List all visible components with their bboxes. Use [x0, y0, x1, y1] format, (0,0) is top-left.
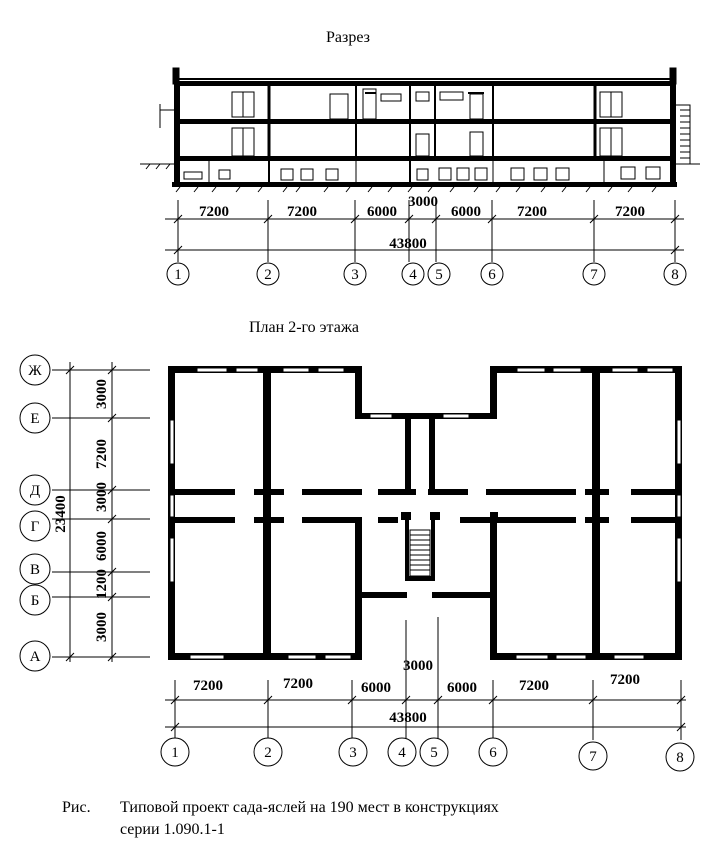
plan-row-axis-d: [20, 475, 50, 505]
svg-text:4: 4: [398, 745, 406, 761]
svg-text:6: 6: [489, 745, 497, 761]
svg-text:5: 5: [430, 745, 438, 761]
caption-label: Рис.: [62, 799, 91, 816]
section-dim-1: 7200: [199, 204, 229, 220]
plan-dim-6: 7200: [519, 678, 549, 694]
plan-row-dim-6: 3000: [94, 612, 110, 642]
plan-windows: [170, 368, 681, 659]
plan-axis-5: [420, 738, 448, 766]
plan-dim-1: 7200: [193, 678, 223, 694]
section-dim-2: 7200: [287, 204, 317, 220]
plan-row-dim-total: 23400: [53, 495, 69, 533]
svg-text:6: 6: [488, 267, 496, 283]
section-dim-6: 7200: [517, 204, 547, 220]
plan-dim-2: 7200: [283, 676, 313, 692]
svg-text:А: А: [29, 649, 41, 665]
svg-text:Б: Б: [30, 593, 40, 609]
plan-dim-3: 6000: [361, 680, 391, 696]
plan-axis-4: [388, 738, 416, 766]
section-structure: [140, 68, 700, 192]
plan-row-dim-4: 6000: [94, 531, 110, 561]
plan-axis-markers: [161, 738, 694, 771]
caption-line-1: Типовой проект сада-яслей на 190 мест в конструкциях: [120, 799, 499, 816]
svg-text:5: 5: [435, 267, 443, 283]
plan-row-axis-e: [20, 403, 50, 433]
svg-text:1: 1: [171, 745, 179, 761]
svg-text:2: 2: [264, 267, 272, 283]
plan-row-dim-5: 1200: [94, 569, 110, 599]
plan-row-dim-2: 7200: [94, 439, 110, 469]
plan-row-axis-g: [20, 511, 50, 541]
figure-caption: [62, 797, 499, 841]
section-view: [140, 29, 700, 285]
svg-text:Е: Е: [30, 411, 40, 427]
section-axis-1: [167, 263, 189, 285]
svg-text:7: 7: [590, 267, 598, 283]
section-dim-4: 3000: [408, 194, 438, 210]
plan-dim-4: 3000: [403, 658, 433, 674]
plan-axis-7: [579, 742, 607, 770]
section-axis-7: [583, 263, 605, 285]
svg-text:Ж: Ж: [28, 363, 42, 379]
plan-axis-2: [254, 738, 282, 766]
svg-text:8: 8: [676, 750, 684, 766]
section-axis-3: [344, 263, 366, 285]
plan-row-dim-3: 3000: [94, 482, 110, 512]
section-dim-5: 6000: [451, 204, 481, 220]
svg-text:3: 3: [351, 267, 359, 283]
svg-text:3: 3: [349, 745, 357, 761]
section-title: Разрез: [326, 29, 370, 46]
section-axis-5: [428, 263, 450, 285]
svg-text:В: В: [29, 562, 41, 578]
plan-walls: [168, 366, 682, 660]
plan-dim-total: 43800: [389, 710, 427, 726]
plan-row-axis-b: [20, 585, 50, 615]
section-dimension-values: [199, 194, 645, 252]
plan-row-axis-markers: [20, 355, 50, 671]
svg-text:7: 7: [589, 749, 597, 765]
plan-row-axis-v: [20, 554, 50, 584]
section-axis-4: [402, 263, 424, 285]
plan-row-dim-1: 3000: [94, 379, 110, 409]
caption-line-2: серии 1.090.1-1: [120, 821, 225, 838]
svg-text:4: 4: [409, 267, 417, 283]
section-axis-markers: [167, 263, 686, 285]
section-axis-2: [257, 263, 279, 285]
plan-row-axis-a: [20, 641, 50, 671]
plan-axis-3: [339, 738, 367, 766]
svg-text:8: 8: [671, 267, 679, 283]
plan-axis-8: [666, 743, 694, 771]
section-dim-3: 6000: [367, 204, 397, 220]
plan-dim-7: 7200: [610, 672, 640, 688]
plan-axis-1: [161, 738, 189, 766]
section-dim-total: 43800: [389, 236, 427, 252]
svg-text:1: 1: [174, 267, 182, 283]
plan-row-axis-zh: [20, 355, 50, 385]
section-axis-8: [664, 263, 686, 285]
plan-title: План 2-го этажа: [248, 319, 360, 336]
svg-text:2: 2: [264, 745, 272, 761]
section-axis-6: [481, 263, 503, 285]
plan-axis-6: [479, 738, 507, 766]
svg-text:Г: Г: [30, 519, 40, 535]
plan-dim-5: 6000: [447, 680, 477, 696]
section-dim-7: 7200: [615, 204, 645, 220]
plan-dimension-values: [193, 658, 640, 726]
svg-text:Д: Д: [29, 483, 41, 499]
plan-view: [20, 319, 694, 771]
